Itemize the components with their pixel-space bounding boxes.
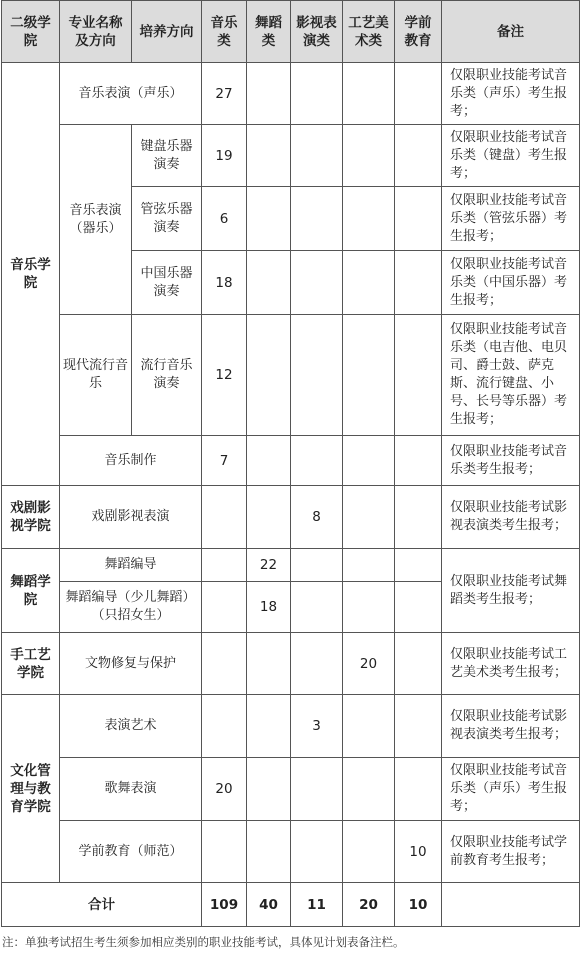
dance-count: 18: [247, 582, 291, 633]
college-music: 音乐学院: [2, 63, 60, 486]
major-name: 学前教育（师范）: [60, 821, 202, 883]
note-cell: 仅限职业技能考试影视表演类考生报考；: [442, 486, 580, 549]
note-cell: 仅限职业技能考试音乐类（键盘）考生报考；: [442, 125, 580, 187]
college-craft: 手工艺学院: [2, 633, 60, 695]
music-count: 18: [202, 251, 247, 315]
film-count: 8: [291, 486, 343, 549]
note-cell: 仅限职业技能考试音乐类（声乐）考生报考；: [442, 758, 580, 821]
table-row: [2, 315, 580, 436]
header-craft: 工艺美术类: [343, 1, 395, 63]
music-count: 20: [202, 758, 247, 821]
note-cell: 仅限职业技能考试音乐类（电吉他、电贝司、爵士鼓、萨克斯、流行键盘、小号、长号等乐器）考生报考；: [442, 315, 580, 436]
note-cell: 仅限职业技能考试音乐类（中国乐器）考生报考；: [442, 251, 580, 315]
major-name: 音乐表演（声乐）: [60, 63, 202, 125]
table-row: [2, 695, 580, 758]
table-row: [2, 758, 580, 821]
note-cell: 仅限职业技能考试影视表演类考生报考；: [442, 695, 580, 758]
college-culture: 文化管理与教育学院: [2, 695, 60, 883]
music-count: 27: [202, 63, 247, 125]
table-row: [2, 821, 580, 883]
table-row: [2, 549, 580, 582]
table-header-row: [2, 1, 580, 63]
music-count: 7: [202, 436, 247, 486]
header-training: 培养方向: [132, 1, 202, 63]
total-preschool: 10: [395, 883, 442, 927]
college-drama: 戏剧影视学院: [2, 486, 60, 549]
preschool-count: 10: [395, 821, 442, 883]
total-music: 109: [202, 883, 247, 927]
training-direction: 中国乐器演奏: [132, 251, 202, 315]
note-cell: 仅限职业技能考试音乐类考生报考；: [442, 436, 580, 486]
table-row: [2, 63, 580, 125]
music-count: 6: [202, 187, 247, 251]
training-direction: 键盘乐器演奏: [132, 125, 202, 187]
training-direction: 管弦乐器演奏: [132, 187, 202, 251]
craft-count: 20: [343, 633, 395, 695]
total-dance: 40: [247, 883, 291, 927]
film-count: 3: [291, 695, 343, 758]
total-film: 11: [291, 883, 343, 927]
major-name: 音乐表演（器乐）: [60, 125, 132, 315]
note-cell: 仅限职业技能考试音乐类（声乐）考生报考；: [442, 63, 580, 125]
note-cell: 仅限职业技能考试学前教育考生报考；: [442, 821, 580, 883]
header-major: 专业名称及方向: [60, 1, 132, 63]
header-dance: 舞蹈类: [247, 1, 291, 63]
major-name: 表演艺术: [60, 695, 202, 758]
header-music: 音乐类: [202, 1, 247, 63]
table-row: [2, 486, 580, 549]
major-name: 音乐制作: [60, 436, 202, 486]
college-dance: 舞蹈学院: [2, 549, 60, 633]
total-label: 合计: [2, 883, 202, 927]
table-row: [2, 436, 580, 486]
major-name: 舞蹈编导（少儿舞蹈）（只招女生）: [60, 582, 202, 633]
header-preschool: 学前教育: [395, 1, 442, 63]
note-cell: 仅限职业技能考试工艺美术类考生报考；: [442, 633, 580, 695]
enrollment-plan-table: [1, 0, 580, 927]
major-name: 歌舞表演: [60, 758, 202, 821]
total-row: [2, 883, 580, 927]
header-film: 影视表演类: [291, 1, 343, 63]
header-note: 备注: [442, 1, 580, 63]
major-name: 戏剧影视表演: [60, 486, 202, 549]
table-row: [2, 633, 580, 695]
table-row: [2, 125, 580, 187]
note-cell: 仅限职业技能考试舞蹈类考生报考；: [442, 549, 580, 633]
music-count: 12: [202, 315, 247, 436]
major-name: 舞蹈编导: [60, 549, 202, 582]
major-name: 现代流行音乐: [60, 315, 132, 436]
total-craft: 20: [343, 883, 395, 927]
music-count: 19: [202, 125, 247, 187]
dance-count: 22: [247, 549, 291, 582]
note-cell: 仅限职业技能考试音乐类（管弦乐器）考生报考；: [442, 187, 580, 251]
major-name: 文物修复与保护: [60, 633, 202, 695]
footnote: 注：单独考试招生考生须参加相应类别的职业技能考试，具体见计划表备注栏。: [2, 935, 405, 949]
training-direction: 流行音乐演奏: [132, 315, 202, 436]
header-college: 二级学院: [2, 1, 60, 63]
